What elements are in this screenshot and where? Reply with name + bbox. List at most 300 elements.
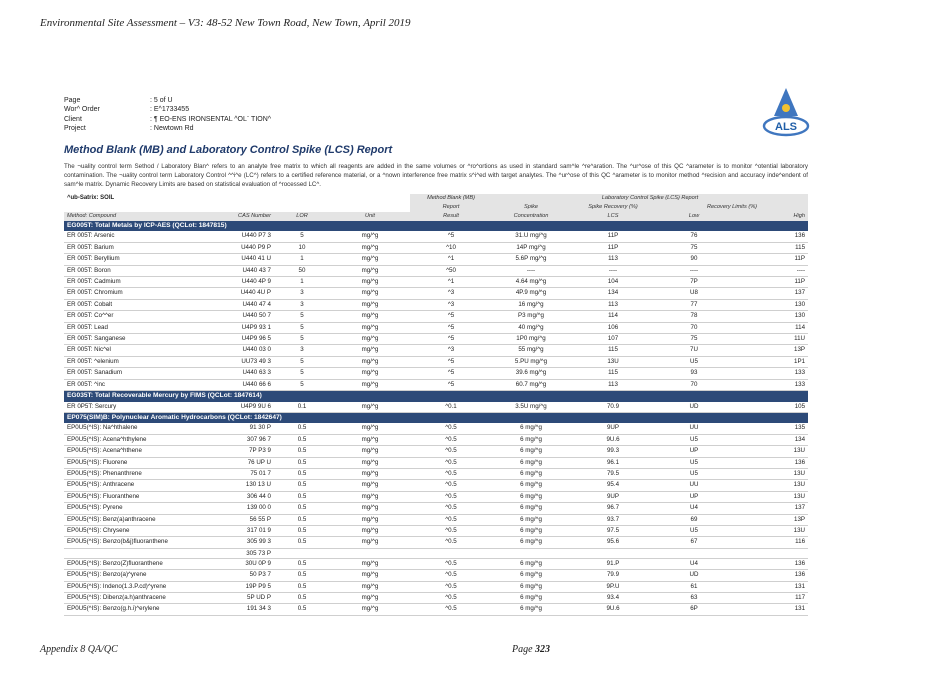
cas-cell: U440 41 U: [224, 254, 274, 265]
table-row: [64, 254, 808, 265]
high-cell: 133: [732, 368, 808, 379]
unit-cell: mg/^g: [330, 254, 410, 265]
high-cell: 13U: [732, 491, 808, 502]
lor-cell: 0.5: [274, 514, 330, 525]
high-cell: 135: [732, 423, 808, 434]
col-low: Low: [656, 212, 732, 221]
col-concentration: Concentration: [492, 212, 570, 221]
unit-cell: mg/^g: [330, 311, 410, 322]
low-cell: 70: [656, 379, 732, 390]
low-cell: UD: [656, 402, 732, 413]
high-cell: [732, 548, 808, 558]
high-cell: 114: [732, 322, 808, 333]
meta-value: : ¶ EO-ENS IRONSENTAL ^OL¨ TION^: [150, 115, 272, 123]
result-cell: ^0.5: [410, 503, 492, 514]
low-cell: 63: [656, 593, 732, 604]
result-cell: ^5: [410, 231, 492, 242]
compound-cell: EP0U5(^IS): Phenanthrene: [64, 468, 224, 479]
col-result: Result: [410, 212, 492, 221]
cas-cell: U440 4P 9: [224, 277, 274, 288]
lor-cell: 10: [274, 242, 330, 253]
col-lor: LOR: [274, 212, 330, 221]
table-row: [64, 402, 808, 413]
cas-cell: U4P9 9U 6: [224, 402, 274, 413]
cas-cell: 91 30 P: [224, 423, 274, 434]
mb-group-header: Method Blank (MB): [410, 194, 492, 203]
concentration-cell: 6 mg/^g: [492, 537, 570, 548]
section-title: EG005T: Total Metals by ICP-AES (QCLot: 1847815): [64, 221, 808, 231]
unit-cell: mg/^g: [330, 558, 410, 569]
result-cell: ^0.5: [410, 480, 492, 491]
cas-cell: U4P9 93 1: [224, 322, 274, 333]
unit-cell: mg/^g: [330, 457, 410, 468]
concentration-cell: 6 mg/^g: [492, 593, 570, 604]
lcs-cell: 113: [570, 299, 656, 310]
lor-cell: 5: [274, 311, 330, 322]
compound-cell: EP0U5(^IS): Acena^hthene: [64, 446, 224, 457]
cas-cell: 307 96 7: [224, 434, 274, 445]
section-header-row: [64, 391, 808, 402]
cas-cell: 5P UD P: [224, 593, 274, 604]
footer-page: [512, 644, 550, 655]
lor-cell: 5: [274, 334, 330, 345]
concentration-cell: ----: [492, 265, 570, 276]
result-cell: ^1: [410, 254, 492, 265]
result-cell: ^0.5: [410, 434, 492, 445]
cas-cell: U4P9 96 5: [224, 334, 274, 345]
unit-cell: mg/^g: [330, 491, 410, 502]
concentration-cell: 3.5U mg/^g: [492, 402, 570, 413]
concentration-cell: 6 mg/^g: [492, 503, 570, 514]
result-cell: ^0.5: [410, 604, 492, 615]
result-cell: ^0.5: [410, 446, 492, 457]
unit-cell: mg/^g: [330, 468, 410, 479]
low-cell: 75: [656, 242, 732, 253]
lor-cell: 3: [274, 288, 330, 299]
cas-cell: U440 63 3: [224, 368, 274, 379]
cas-cell: 75 01 7: [224, 468, 274, 479]
lor-cell: 3: [274, 345, 330, 356]
result-cell: ^10: [410, 242, 492, 253]
compound-cell: ER 005T: Cadmium: [64, 277, 224, 288]
lor-cell: 0.1: [274, 402, 330, 413]
lor-cell: 3: [274, 299, 330, 310]
table-row: [64, 480, 808, 491]
high-cell: ----: [732, 265, 808, 276]
unit-cell: mg/^g: [330, 503, 410, 514]
lcs-cell: [570, 548, 656, 558]
cas-cell: U440 43 7: [224, 265, 274, 276]
high-cell: 136: [732, 570, 808, 581]
unit-cell: mg/^g: [330, 288, 410, 299]
result-cell: ^0.5: [410, 537, 492, 548]
spike-subheader: Spike: [492, 203, 570, 212]
lor-cell: 50: [274, 265, 330, 276]
unit-cell: mg/^g: [330, 604, 410, 615]
unit-cell: mg/^g: [330, 242, 410, 253]
concentration-cell: 40 mg/^g: [492, 322, 570, 333]
cas-cell: 56 55 P: [224, 514, 274, 525]
compound-cell: EP0U5(^IS): Benz(a)anthracene: [64, 514, 224, 525]
high-cell: 13P: [732, 514, 808, 525]
lcs-group-header: Laboratory Control Spike (LCS) Report: [492, 194, 808, 203]
cas-cell: U440 50 7: [224, 311, 274, 322]
result-cell: ^0.5: [410, 581, 492, 592]
concentration-cell: 31.U mg/^g: [492, 231, 570, 242]
concentration-cell: 6 mg/^g: [492, 604, 570, 615]
low-cell: U5: [656, 468, 732, 479]
compound-cell: ER 005T: Arsenic: [64, 231, 224, 242]
high-cell: 137: [732, 288, 808, 299]
meta-row: [64, 105, 271, 114]
concentration-cell: 6 mg/^g: [492, 491, 570, 502]
result-cell: ^0.5: [410, 570, 492, 581]
result-cell: ^50: [410, 265, 492, 276]
high-cell: 117: [732, 593, 808, 604]
lcs-cell: 113: [570, 254, 656, 265]
lcs-cell: 99.3: [570, 446, 656, 457]
high-cell: 115: [732, 242, 808, 253]
high-cell: 134: [732, 434, 808, 445]
concentration-cell: 6 mg/^g: [492, 514, 570, 525]
unit-cell: [330, 548, 410, 558]
compound-cell: EP0U5(^IS): Acena^hthylene: [64, 434, 224, 445]
lcs-cell: 115: [570, 345, 656, 356]
result-cell: ^0.5: [410, 558, 492, 569]
footer-appendix: Appendix 8 QA/QC: [40, 644, 118, 655]
meta-label: Page: [64, 97, 81, 104]
table-row: [64, 379, 808, 390]
section-title: EG035T: Total Recoverable Mercury by FIMS (QCLot: 1847614): [64, 391, 808, 402]
low-cell: 70: [656, 322, 732, 333]
table-row: [64, 322, 808, 333]
compound-cell: EP0U5(^IS): Benzo(Z)fluoranthene: [64, 558, 224, 569]
lcs-cell: 114: [570, 311, 656, 322]
concentration-cell: 6 mg/^g: [492, 423, 570, 434]
table-row: [64, 558, 808, 569]
col-method: Method: Compound: [64, 212, 224, 221]
concentration-cell: 6 mg/^g: [492, 480, 570, 491]
concentration-cell: 60.7 mg/^g: [492, 379, 570, 390]
meta-label: Wor^ Order: [64, 106, 100, 114]
cas-cell: 317 01 9: [224, 525, 274, 536]
compound-cell: ER 005T: ^elenium: [64, 356, 224, 367]
section-header-row: [64, 221, 808, 231]
col-cas: CAS Number: [224, 212, 274, 221]
low-cell: U4: [656, 503, 732, 514]
cas-cell: U440 4U P: [224, 288, 274, 299]
result-cell: ^0.5: [410, 491, 492, 502]
compound-cell: ER 005T: Cobalt: [64, 299, 224, 310]
lor-cell: 0.5: [274, 491, 330, 502]
table-row: [64, 537, 808, 548]
lor-cell: 5: [274, 231, 330, 242]
low-cell: U5: [656, 434, 732, 445]
cas-cell: 306 44 0: [224, 491, 274, 502]
result-cell: ^3: [410, 299, 492, 310]
lcs-cell: ----: [570, 265, 656, 276]
table-row: [64, 334, 808, 345]
compound-cell: ER 005T: Nic^el: [64, 345, 224, 356]
high-cell: 105: [732, 402, 808, 413]
table-row: [64, 423, 808, 434]
table-row: [64, 593, 808, 604]
col-unit: Unit: [330, 212, 410, 221]
lor-cell: 5: [274, 356, 330, 367]
cas-cell: 139 00 0: [224, 503, 274, 514]
result-cell: ^0.5: [410, 468, 492, 479]
lcs-cell: 9UP: [570, 423, 656, 434]
low-cell: 69: [656, 514, 732, 525]
unit-cell: mg/^g: [330, 345, 410, 356]
table-row: [64, 299, 808, 310]
table-body: [64, 221, 808, 615]
compound-cell: ER 005T: ^inc: [64, 379, 224, 390]
unit-cell: mg/^g: [330, 402, 410, 413]
unit-cell: mg/^g: [330, 480, 410, 491]
page-header: Environmental Site Assessment – V3: 48-52 New Town Road, New Town, April 2019: [40, 17, 411, 29]
lor-cell: 0.5: [274, 581, 330, 592]
high-cell: 13U: [732, 468, 808, 479]
low-cell: 75: [656, 334, 732, 345]
result-cell: ^5: [410, 322, 492, 333]
concentration-cell: 4.64 mg/^g: [492, 277, 570, 288]
logo-text: ALS: [775, 121, 797, 133]
lcs-cell: 96.1: [570, 457, 656, 468]
table-row: [64, 345, 808, 356]
compound-cell: EP0U5(^IS): Anthracene: [64, 480, 224, 491]
report-title: Method Blank (MB) and Laboratory Control Spike (LCS) Report: [64, 144, 393, 156]
meta-label: Project: [64, 125, 86, 133]
concentration-cell: 6 mg/^g: [492, 446, 570, 457]
concentration-cell: 55 mg/^g: [492, 345, 570, 356]
lor-cell: 0.5: [274, 503, 330, 514]
compound-cell: EP0U5(^IS): Fluorene: [64, 457, 224, 468]
concentration-cell: 5.PU mg/^g: [492, 356, 570, 367]
compound-cell: EP0U5(^IS): Na^hthalene: [64, 423, 224, 434]
lcs-cell: 106: [570, 322, 656, 333]
low-cell: [656, 548, 732, 558]
lor-cell: 0.5: [274, 537, 330, 548]
low-cell: UP: [656, 491, 732, 502]
high-cell: 136: [732, 558, 808, 569]
compound-cell: ER 005T: Chromium: [64, 288, 224, 299]
lor-cell: 5: [274, 322, 330, 333]
unit-cell: mg/^g: [330, 537, 410, 548]
result-cell: ^5: [410, 356, 492, 367]
result-cell: [410, 548, 492, 558]
unit-cell: mg/^g: [330, 570, 410, 581]
cas-cell: 76 UP U: [224, 457, 274, 468]
cas-cell: U440 47 4: [224, 299, 274, 310]
low-cell: 77: [656, 299, 732, 310]
concentration-cell: 6 mg/^g: [492, 434, 570, 445]
unit-cell: mg/^g: [330, 368, 410, 379]
unit-cell: mg/^g: [330, 379, 410, 390]
lcs-cell: 11P: [570, 231, 656, 242]
table-row: [64, 570, 808, 581]
lor-cell: 0.5: [274, 446, 330, 457]
compound-cell: EP0U5(^IS): Indeno(1.3.P.cd)^yrene: [64, 581, 224, 592]
unit-cell: mg/^g: [330, 231, 410, 242]
compound-cell: EP0U5(^IS): Chrysene: [64, 525, 224, 536]
unit-cell: mg/^g: [330, 423, 410, 434]
compound-cell: [64, 548, 224, 558]
cas-cell: 30U 0P 9: [224, 558, 274, 569]
concentration-cell: [492, 548, 570, 558]
compound-cell: EP0U5(^IS): Fluoranthene: [64, 491, 224, 502]
compound-cell: EP0U5(^IS): Pyrene: [64, 503, 224, 514]
table-row: [64, 288, 808, 299]
high-cell: 11U: [732, 334, 808, 345]
unit-cell: mg/^g: [330, 525, 410, 536]
compound-cell: EP0U5(^IS): Benzo(b&j)fluoranthene: [64, 537, 224, 548]
concentration-cell: 39.6 mg/^g: [492, 368, 570, 379]
cas-cell: 7P P3 9: [224, 446, 274, 457]
high-cell: 13U: [732, 480, 808, 491]
sub-matrix-label: ^ub-Satrix: SOIL: [67, 195, 115, 201]
lcs-cell: 115: [570, 368, 656, 379]
unit-cell: mg/^g: [330, 581, 410, 592]
section-title: EP075(SIM)B: Polynuclear Aromatic Hydrocarbons (QCLot: 1842647): [64, 412, 808, 423]
lcs-cell: 9P.U: [570, 581, 656, 592]
result-cell: ^3: [410, 288, 492, 299]
cas-cell: 305 99 3: [224, 537, 274, 548]
cas-cell: 50 P3 7: [224, 570, 274, 581]
table-row: [64, 525, 808, 536]
cas-cell: 305 73 P: [224, 548, 274, 558]
meta-value: : Newtown Rd: [150, 125, 194, 133]
lor-cell: 1: [274, 254, 330, 265]
footer-page-prefix: Page: [512, 644, 533, 655]
lcs-cell: 79.9: [570, 570, 656, 581]
table-row: [64, 368, 808, 379]
compound-cell: ER 005T: Beryllium: [64, 254, 224, 265]
table-row: [64, 548, 808, 558]
concentration-cell: 6 mg/^g: [492, 558, 570, 569]
cas-cell: 191 34 3: [224, 604, 274, 615]
section-header-row: [64, 412, 808, 423]
concentration-cell: 1P0 mg/^g: [492, 334, 570, 345]
lcs-cell: 134: [570, 288, 656, 299]
low-cell: UU: [656, 480, 732, 491]
low-cell: UP: [656, 446, 732, 457]
unit-cell: mg/^g: [330, 446, 410, 457]
low-cell: 90: [656, 254, 732, 265]
low-cell: U5: [656, 457, 732, 468]
high-cell: 137: [732, 503, 808, 514]
unit-cell: mg/^g: [330, 299, 410, 310]
lor-cell: 0.5: [274, 480, 330, 491]
table-row: [64, 457, 808, 468]
table-row: [64, 434, 808, 445]
high-cell: 1P1: [732, 356, 808, 367]
lcs-cell: 79.5: [570, 468, 656, 479]
low-cell: 76: [656, 231, 732, 242]
result-cell: ^0.5: [410, 457, 492, 468]
cas-cell: U440 P9 P: [224, 242, 274, 253]
report-meta: [64, 96, 271, 134]
meta-row: [64, 124, 271, 133]
high-cell: 133: [732, 379, 808, 390]
compound-cell: ER 005T: Co^^er: [64, 311, 224, 322]
lcs-cell: 9UP: [570, 491, 656, 502]
lcs-cell: 95.4: [570, 480, 656, 491]
result-cell: ^0.5: [410, 423, 492, 434]
meta-row: [64, 96, 271, 105]
lor-cell: 5: [274, 368, 330, 379]
result-cell: ^5: [410, 311, 492, 322]
compound-cell: ER 005T: Barium: [64, 242, 224, 253]
lcs-cell: 113: [570, 379, 656, 390]
meta-label: Client: [64, 115, 82, 123]
table-row: [64, 231, 808, 242]
lor-cell: 1: [274, 277, 330, 288]
result-cell: ^0.5: [410, 593, 492, 604]
lor-cell: 0.5: [274, 434, 330, 445]
lcs-cell: 93.4: [570, 593, 656, 604]
result-cell: ^1: [410, 277, 492, 288]
lor-cell: 0.5: [274, 593, 330, 604]
recovery-limits-subheader: Recovery Limits (%): [656, 203, 808, 212]
high-cell: 130: [732, 299, 808, 310]
col-lcs: LCS: [570, 212, 656, 221]
concentration-cell: 6 mg/^g: [492, 457, 570, 468]
lor-cell: 0.5: [274, 468, 330, 479]
high-cell: 130: [732, 311, 808, 322]
lcs-cell: 9U.6: [570, 604, 656, 615]
lcs-cell: 107: [570, 334, 656, 345]
lcs-cell: 13U: [570, 356, 656, 367]
table-row: [64, 356, 808, 367]
lcs-cell: 70.9: [570, 402, 656, 413]
unit-cell: mg/^g: [330, 334, 410, 345]
table-row: [64, 514, 808, 525]
high-cell: 11P: [732, 277, 808, 288]
compound-cell: EP0U5(^IS): Dibenz(a.h)anthracene: [64, 593, 224, 604]
lor-cell: 0.5: [274, 570, 330, 581]
low-cell: 7P: [656, 277, 732, 288]
compound-cell: ER 005T: Sanadium: [64, 368, 224, 379]
cas-cell: U440 P7 3: [224, 231, 274, 242]
low-cell: U5: [656, 356, 732, 367]
lor-cell: 0.5: [274, 423, 330, 434]
compound-cell: ER 005T: Lead: [64, 322, 224, 333]
low-cell: U8: [656, 288, 732, 299]
result-cell: ^0.1: [410, 402, 492, 413]
meta-value: : E^1733455: [150, 106, 190, 114]
report-subheader: Report: [410, 203, 492, 212]
high-cell: 13U: [732, 525, 808, 536]
low-cell: UD: [656, 570, 732, 581]
concentration-cell: 6 mg/^g: [492, 570, 570, 581]
high-cell: 131: [732, 581, 808, 592]
concentration-cell: 16 mg/^g: [492, 299, 570, 310]
low-cell: 67: [656, 537, 732, 548]
concentration-cell: 6 mg/^g: [492, 525, 570, 536]
lcs-cell: 95.6: [570, 537, 656, 548]
unit-cell: mg/^g: [330, 593, 410, 604]
result-cell: ^5: [410, 334, 492, 345]
high-cell: 136: [732, 231, 808, 242]
report-description: The ¬uality control term Sethod / Laboratory Blan^ refers to an analyte free matrix to which all reagents are added in the same volumes or ^ro^ortions as used in standard sam^le ^re^aration. The ^ur^ose of this QC ^arameter is to monitor ^otential laboratory contamination. The ¬uality control term Laboratory Control ^^i^e (LC^) refers to a certified reference material, or a ^nown interference free matrix s^i^ed with target analytes. The ^ur^ose of this QC ^arameter is to monitor method ^recision and accuracy inde^endent of sam^le matrix. Dynamic Recovery Limits are based on statistical evaluation of ^rocessed LC^.: [64, 163, 808, 188]
low-cell: U4: [656, 558, 732, 569]
lcs-cell: 11P: [570, 242, 656, 253]
high-cell: 116: [732, 537, 808, 548]
compound-cell: EP0U5(^IS): Benzo(a)^yrene: [64, 570, 224, 581]
low-cell: U5: [656, 525, 732, 536]
lcs-cell: 9U.6: [570, 434, 656, 445]
